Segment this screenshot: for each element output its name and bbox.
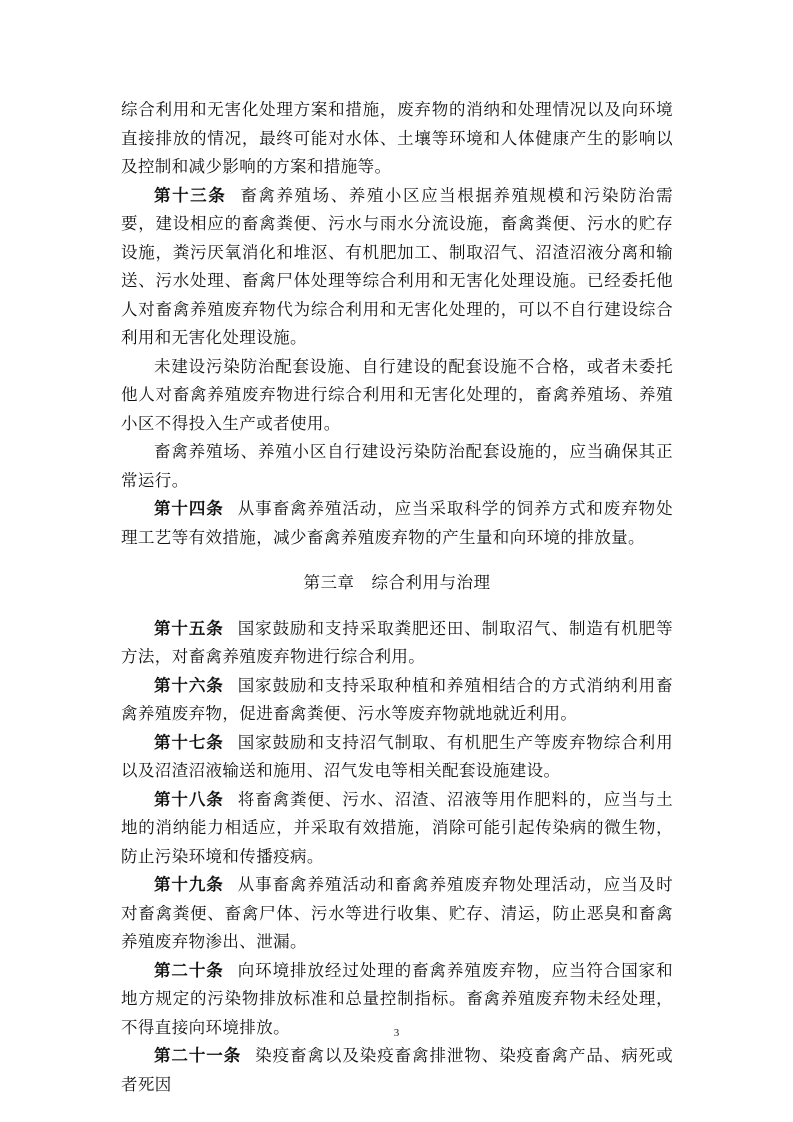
- article-text: 染疫畜禽以及染疫畜禽排泄物、染疫畜禽产品、病死或者死因: [121, 1046, 674, 1094]
- paragraph-text: 未建设污染防治配套设施、自行建设的配套设施不合格，或者未委托他人对畜禽养殖废弃物进行综合利用和无害化处理的，畜禽养殖场、养殖小区不得投入生产或者使用。: [121, 356, 673, 433]
- article-label: 第十六条: [154, 675, 224, 695]
- article-16: [121, 672, 673, 729]
- article-label: 第十九条: [154, 875, 224, 894]
- article-text: 从事畜禽养殖活动和畜禽养殖废弃物处理活动，应当及时对畜禽粪便、畜禽尸体、污水等进行收集、贮存、清运，防止恶臭和畜禽养殖废弃物渗出、泄漏。: [121, 875, 673, 951]
- article-21: [121, 1042, 673, 1099]
- article-label: 第十五条: [154, 618, 224, 638]
- paragraph-text: 畜禽养殖场、养殖小区自行建设污染防治配套设施的，应当确保其正常运行。: [121, 442, 673, 490]
- article-label: 第十四条: [154, 499, 224, 518]
- paragraph-continuation: [121, 96, 673, 182]
- article-14: [121, 495, 673, 552]
- page-number: 3: [393, 1027, 400, 1039]
- paragraph-text: 综合利用和无害化处理方案和措施，废弃物的消纳和处理情况以及向环境直接排放的情况，最终可能对水体、土壤等环境和人体健康产生的影响以及控制和减少影响的方案和措施等。: [121, 100, 673, 176]
- article-text: 国家鼓励和支持采取种植和养殖相结合的方式消纳利用畜禽养殖废弃物，促进畜禽粪便、污水等废弃物就地就近利用。: [121, 675, 673, 723]
- article-13-paragraph-2: [121, 353, 673, 439]
- article-label: 第二十条: [154, 960, 224, 980]
- article-text: 国家鼓励和支持沼气制取、有机肥生产等废弃物综合利用以及沼渣沼液输送和施用、沼气发电等相关配套设施建设。: [121, 732, 673, 780]
- article-13-paragraph-3: [121, 438, 673, 495]
- article-text: 从事畜禽养殖活动，应当采取科学的饲养方式和废弃物处理工艺等有效措施，减少畜禽养殖废弃物的产生量和向环境的排放量。: [121, 499, 673, 547]
- article-15: [121, 615, 673, 672]
- article-text: 向环境排放经过处理的畜禽养殖废弃物，应当符合国家和地方规定的污染物排放标准和总量控制指标。畜禽养殖废弃物未经处理，不得直接向环境排放。: [121, 960, 673, 1037]
- article-17: [121, 729, 673, 786]
- article-label: 第十七条: [154, 732, 224, 752]
- article-text: 将畜禽粪便、污水、沼渣、沼液等用作肥料的，应当与土地的消纳能力相适应，并采取有效措施，消除可能引起传染病的微生物，防止污染环境和传播疫病。: [121, 789, 673, 866]
- document-body: [121, 96, 673, 1099]
- article-label: 第十八条: [154, 789, 224, 809]
- article-label: 第二十一条: [154, 1046, 242, 1065]
- chapter-heading: 第三章 综合利用与治理: [303, 573, 491, 592]
- article-text: 国家鼓励和支持采取粪肥还田、制取沼气、制造有机肥等方法，对畜禽养殖废弃物进行综合利用。: [121, 618, 673, 666]
- article-18: [121, 786, 673, 872]
- article-19: [121, 871, 673, 957]
- article-label: 第十三条: [154, 185, 227, 205]
- article-13: [121, 182, 673, 353]
- article-text: 畜禽养殖场、养殖小区应当根据养殖规模和污染防治需要，建设相应的畜禽粪便、污水与雨水分流设施，畜禽粪便、污水的贮存设施，粪污厌氧消化和堆沤、有机肥加工、制取沼气、沼渣沼液分离和输送、污水处理、畜禽尸体处理等综合利用和无害化处理设施。已经委托他人对畜禽养殖废弃物代为综合利用和无害化处理的，可以不自行建设综合利用和无害化处理设施。: [121, 185, 673, 347]
